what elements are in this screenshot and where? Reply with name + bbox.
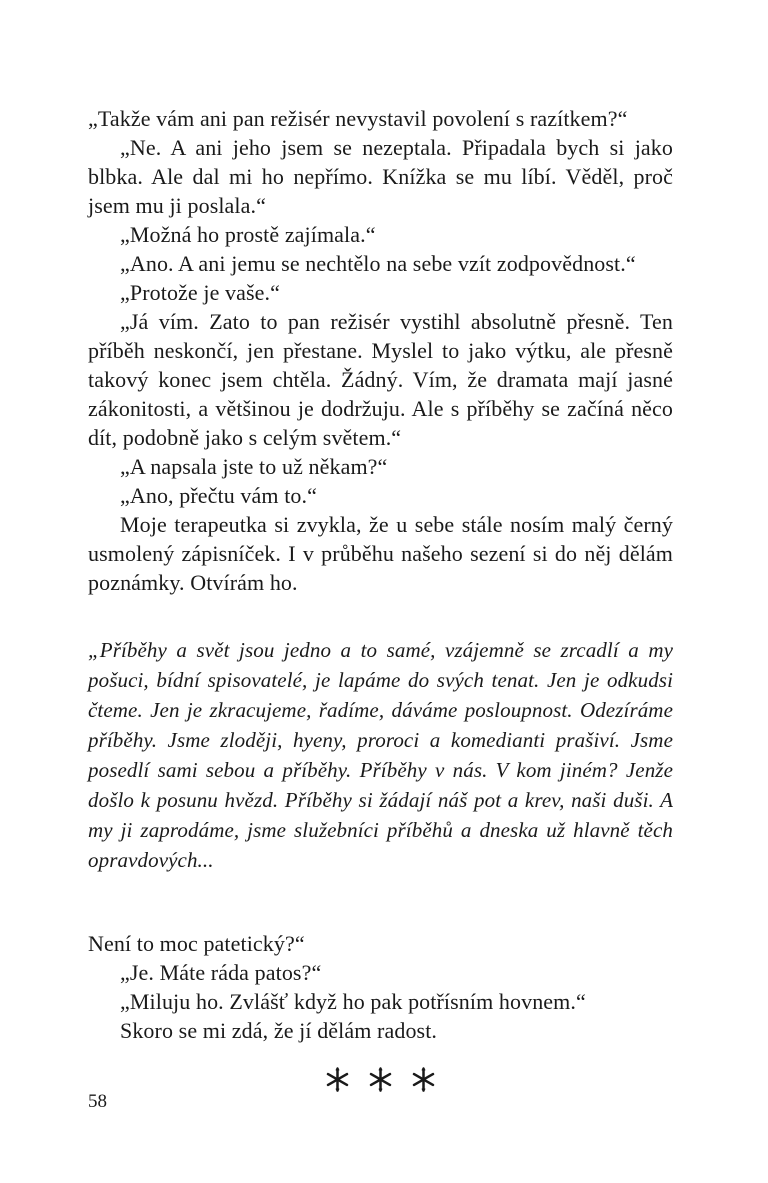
paragraph: Není to moc patetický?“ xyxy=(88,931,305,956)
asterisk-icon xyxy=(325,1067,350,1092)
paragraph: „Možná ho prostě zajímala.“ xyxy=(120,222,376,247)
section-break xyxy=(88,1067,673,1095)
paragraph: „Miluju ho. Zvlášť když ho pak potřísním hovnem.“ xyxy=(120,989,586,1014)
paragraph: „Ne. A ani jeho jsem se nezeptala. Připadala bych si jako blbka. Ale dal mi ho nepřímo. Knížka se mu líbí. Věděl, proč jsem mu ji poslala.“ xyxy=(88,135,673,218)
asterisk-icon xyxy=(368,1067,393,1092)
paragraph: Skoro se mi zdá, že jí dělám radost. xyxy=(120,1018,438,1043)
asterisk-icon xyxy=(411,1067,436,1092)
paragraph: „Je. Máte ráda patos?“ xyxy=(120,960,322,985)
notebook-quote-block xyxy=(88,635,673,875)
paragraph: „A napsala jste to už někam?“ xyxy=(120,454,388,479)
paragraph: Moje terapeutka si zvykla, že u sebe stále nosím malý černý usmolený zápisníček. I v průběhu našeho sezení si do něj dělám poznámky. Otvírám ho. xyxy=(88,512,673,595)
paragraph: „Ano, přečtu vám to.“ xyxy=(120,483,317,508)
page-number: 58 xyxy=(88,1091,107,1112)
paragraph: „Já vím. Zato to pan režisér vystihl absolutně přesně. Ten příběh neskončí, jen přestane. Myslel to jako výtku, ale přesně takový konec jsem chtěla. Žádný. Vím, že dramata mají jasné zákonitosti, a většinou je dodržuju. Ale s příběhy se začíná něco dít, podobně jako s celým světem.“ xyxy=(88,309,673,450)
paragraph: „Ano. A ani jemu se nechtělo na sebe vzít zodpovědnost.“ xyxy=(120,251,636,276)
paragraph: „Takže vám ani pan režisér nevystavil povolení s razítkem?“ xyxy=(88,106,628,131)
notebook-quote-text: „Příběhy a svět jsou jedno a to samé, vzájemně se zrcadlí a my pošuci, bídní spisovatelé, je lapáme do svých tenat. Jen je odkudsi čteme. Jen je zkracujeme, řadíme, dáváme posloupnost. Odezíráme příběhy. Jsme zloději, hyeny, proroci a komedianti prašiví. Jsme posedlí sami sebou a příběhy. Příběhy v nás. V kom jiném? Jenže došlo k posunu hvězd. Příběhy si žádají náš pot a krev, naši duši. A my ji zaprodáme, jsme služebníci příběhů a dneska už hlavně těch opravdových... xyxy=(88,638,673,872)
paragraph: „Protože je vaše.“ xyxy=(120,280,281,305)
body-text xyxy=(88,104,673,1095)
